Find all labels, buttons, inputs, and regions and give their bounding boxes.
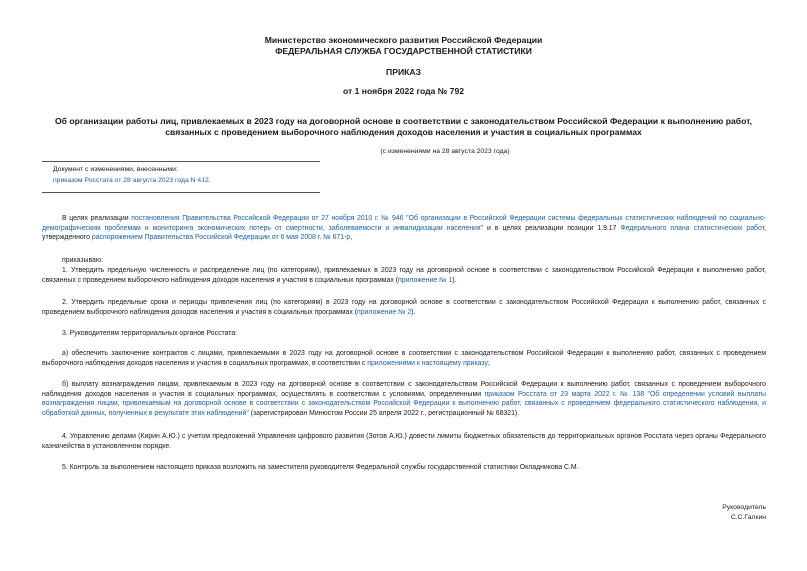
changes-box-label: Документ с изменениями, внесенными:: [53, 166, 178, 173]
order-word: приказываю:: [62, 257, 103, 264]
item-1: 1. Утвердить предельную численность и распределение лиц (по категориям), привлекаемых в 2023 году на договорной основе в соответствии с законодательством Российской Федерации к выполнению работ, связанных с проведением выборочного наблюдения доходов населения и участия в социальных программах (приложение № 1).: [42, 267, 766, 284]
appendices-link[interactable]: приложениями к настоящему приказу: [367, 359, 488, 367]
item-2: 2. Утвердить предельные сроки и периоды привлечения лиц (по категориям) в 2023 году на договорной основе в соответствии с законодательством Российской Федерации к выполнению работ, связанных с проведением выборочного наблюдения доходов населения и участия в социальных программах (приложение № 2).: [42, 299, 766, 316]
document-title-line-1: Об организации работы лиц, привлекаемых в 2023 году на договорной основе в соответствии с законодательством Российской Федерации к выполнению работ,: [54, 116, 753, 126]
preamble: В целях реализации постановления Правительства Российской Федерации от 27 ноября 2010 г. № 946 "Об организации в Российской Федерации системы федеральных статистических наблюдений по социально-демографическим проблемам и мониторинга экономических потерь от смертности, заболеваемости и инвалидизации населения" и в целях реализации позиции 1.9.17 Федерального плана статистических работ, утвержденного распоряжением Правительства Российской Федерации от 6 мая 2008 г. № 671-р,: [42, 215, 767, 242]
document-title-line-2: связанных с проведением выборочного наблюдения доходов населения и участия в социальных программах: [165, 127, 642, 137]
ministry-name: Министерство экономического развития Российской Федерации: [264, 35, 543, 45]
decree-946-link[interactable]: постановления Правительства Российской Федерации от 27 ноября 2010 г. № 946 "Об организации в Российской Федерации системы федеральных статистических наблюдений по социально-демографическим проблемам и мониторинга экономических потерь от смертности, заболеваемости и инвалидизации населения": [42, 215, 766, 232]
signature-role: Руководитель: [722, 504, 766, 511]
revision-note: (с изменениями на 28 августа 2023 года): [380, 148, 510, 155]
changes-box-bottom-rule: [42, 192, 320, 193]
changes-link[interactable]: приказом Росстата от 28 августа 2023 года N 412: [53, 177, 209, 184]
item-5: 5. Контроль за выполнением настоящего приказа возложить на заместителя руководителя Федеральной службы государственной статистики Окладникова С.М.: [62, 464, 579, 471]
signature-name: С.С.Галкин: [730, 514, 766, 521]
document-date-number: от 1 ноября 2022 года № 792: [342, 86, 465, 96]
item-4: 4. Управлению делами (Кирин А.Ю.) с учетом предложений Управления цифрового развития (Зотов А.Ю.) довести лимиты бюджетных обязательств до территориальных органов Росстата через органы Федерального казначейства в установленном порядке.: [42, 433, 766, 450]
service-name: ФЕДЕРАЛЬНАЯ СЛУЖБА ГОСУДАРСТВЕННОЙ СТАТИСТИКИ: [275, 46, 532, 56]
order-671r-link[interactable]: распоряжением Правительства Российской Федерации от 6 мая 2008 г. № 671-р: [91, 234, 351, 242]
appendix-2-link[interactable]: приложение № 2: [357, 308, 412, 316]
appendix-1-link[interactable]: приложение № 1: [398, 276, 453, 284]
document-type: ПРИКАЗ: [386, 67, 421, 77]
changes-box-reference: приказом Росстата от 28 августа 2023 года N 412.: [53, 177, 211, 184]
item-3: 3. Руководителям территориальных органов Росстата:: [62, 330, 238, 337]
item-3b: б) выплату вознаграждения лицам, привлекаемым в 2023 году на договорной основе в соответствии с законодательством Российской Федерации к выполнению работ, связанных с проведением выборочного наблюдения доходов населения и участия в социальных программах, осуществлять в соответствии с условиями, определенными приказом Росстата от 23 марта 2022 г. № 138 "Об определении условий выплаты вознаграждения лицам, привлекаемым на договорной основе в соответствии с законодательством Российской Федерации к выполнению работ, связанных с проведением федерального статистического наблюдения, и обработкой данных, полученных в результате этих наблюдений" (зарегистрирован Минюстом России 25 апреля 2022 г., регистрационный № 68321).: [42, 381, 766, 417]
item-3a: а) обеспечить заключение контрактов с лицами, привлекаемыми в 2023 году на договорной основе в соответствии с законодательством Российской Федерации к выполнению работ, связанных с проведением выборочного наблюдения доходов населения и участия в социальных программах, в соответствии с приложениями к настоящему приказу;: [42, 350, 766, 367]
changes-box-top-rule: [42, 161, 320, 162]
statistical-plan-link[interactable]: Федерального плана статистических работ: [620, 224, 765, 232]
order-138-link[interactable]: приказом Росстата от 23 марта 2022 г. № 138 "Об определении условий выплаты вознаграждения лицам, привлекаемым на договорной основе в соответствии с законодательством Российской Федерации к выполнению работ, связанных с проведением федерального статистического наблюдения, и обработкой данных, полученных в результате этих наблюдений": [42, 390, 766, 417]
